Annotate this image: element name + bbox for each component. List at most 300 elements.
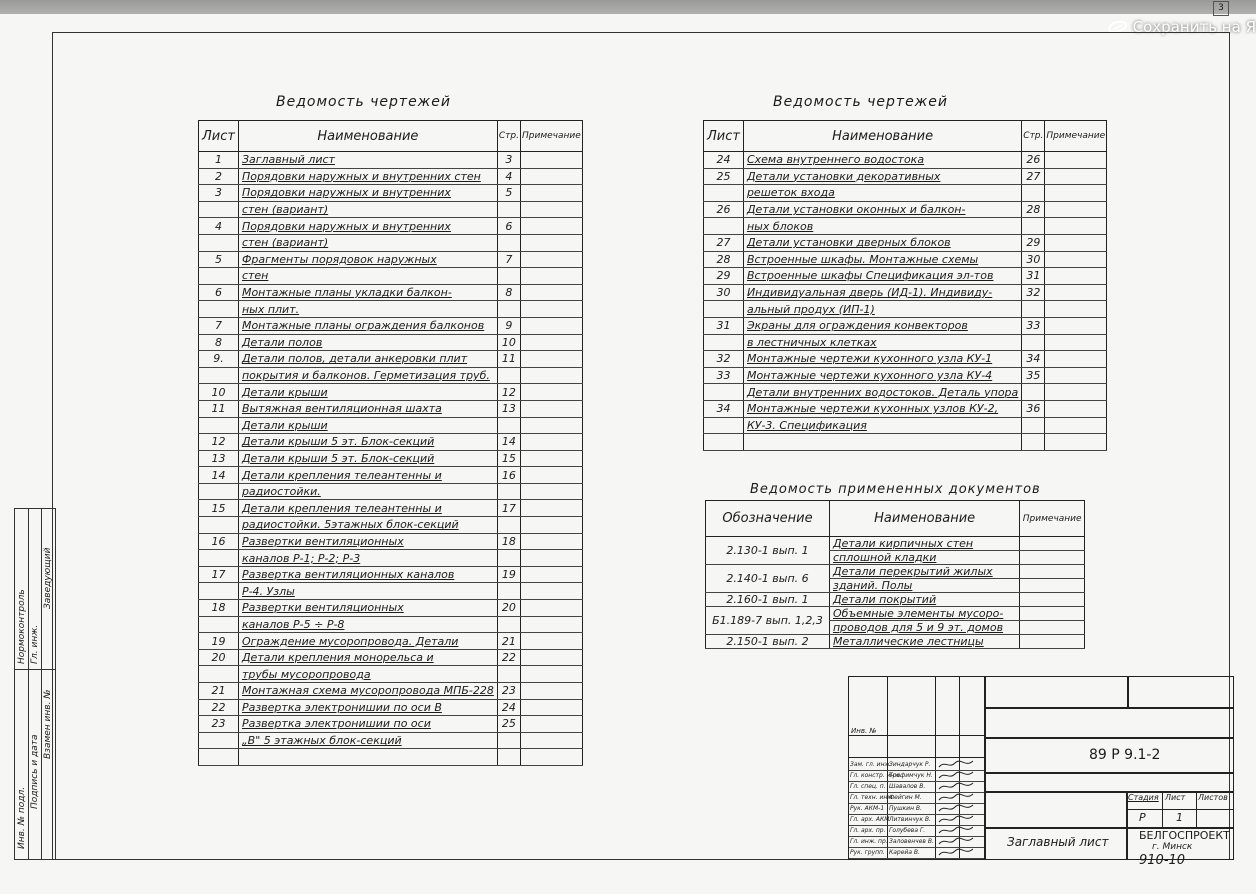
signature-icon: [937, 814, 977, 825]
page-number: 10: [497, 334, 520, 351]
note: [1045, 218, 1107, 235]
table-row: [199, 251, 583, 268]
note: [1045, 168, 1107, 185]
page-number: [497, 268, 520, 285]
table-row: [199, 500, 583, 517]
note: [520, 649, 582, 666]
drawing-name: Детали полов, детали анкеровки плит: [238, 351, 497, 368]
right-table-title: Ведомость чертежей: [773, 94, 949, 110]
note: [1045, 367, 1107, 384]
table-row: [199, 417, 583, 434]
table-row: [199, 351, 583, 368]
sheet-value: 1: [1176, 811, 1183, 824]
page-number: 33: [1022, 317, 1045, 334]
note: [520, 400, 582, 417]
document-code: 2.130-1 вып. 1: [706, 537, 830, 565]
stage-label: Стадия: [1128, 793, 1159, 802]
page-number: [1022, 301, 1045, 318]
head-label: Заведующий: [43, 547, 53, 609]
city: г. Минск: [1152, 842, 1193, 852]
page-number: [497, 550, 520, 567]
sheet-number: 4: [199, 218, 239, 235]
column-header: Примечание: [520, 121, 582, 152]
drawing-name: Р-4. Узлы: [238, 583, 497, 600]
table-row: [704, 284, 1107, 301]
table-row: [199, 367, 583, 384]
table-row: [704, 317, 1107, 334]
page-number: 5: [497, 185, 520, 202]
drawing-name: решеток входа: [743, 185, 1021, 202]
table-row: [199, 550, 583, 567]
note: [1045, 384, 1107, 401]
drawing-name: Детали установки дверных блоков: [743, 234, 1021, 251]
table-row: [199, 334, 583, 351]
page-number: 13: [497, 400, 520, 417]
drawing-name: Встроенные шкафы. Монтажные схемы: [743, 251, 1021, 268]
page-number: 6: [497, 218, 520, 235]
sheet-number: [199, 583, 239, 600]
drawing-name: стен (вариант): [238, 201, 497, 218]
signer-name: Зиндарчук Р.: [889, 761, 931, 768]
signer-role: Гл. спец. п.: [850, 783, 886, 790]
drawing-name: Вытяжная вентиляционная шахта: [238, 400, 497, 417]
note: [1045, 185, 1107, 202]
organization: БЕЛГОСПРОЕКТ: [1139, 829, 1230, 842]
sheet-number: 25: [704, 168, 744, 185]
note: [1045, 251, 1107, 268]
sheet-number: 32: [704, 351, 744, 368]
drawings-table-left: [198, 120, 583, 766]
sheet-number: 6: [199, 284, 239, 301]
sheet-number: [704, 301, 744, 318]
page-number: 29: [1022, 234, 1045, 251]
drawing-name: Порядовки наружных и внутренних стен: [238, 168, 497, 185]
table-row: [199, 533, 583, 550]
page-number: [1022, 185, 1045, 202]
sheet-number: [704, 434, 744, 451]
column-header: Обозначение: [706, 501, 830, 537]
sheet-number: [704, 218, 744, 235]
drawing-name: в лестничных клетках: [743, 334, 1021, 351]
signer-name: Шавалов В.: [889, 783, 926, 790]
sheet-number: 2: [199, 168, 239, 185]
signature-icon: [937, 825, 977, 836]
signer-name: Заловенчев В.: [889, 838, 934, 845]
signer-role: Рук. групп.: [850, 849, 885, 856]
note: [520, 384, 582, 401]
sheet-number: [704, 384, 744, 401]
drawing-name: Детали крыши: [238, 417, 497, 434]
signer-name: Трофимчук Н.: [889, 772, 933, 779]
sheet-number: 8: [199, 334, 239, 351]
drawing-name: стен: [238, 268, 497, 285]
drawings-table-right: [703, 120, 1107, 451]
drawing-name: Фрагменты порядовок наружных: [238, 251, 497, 268]
note: [1045, 284, 1107, 301]
sheet-number: 12: [199, 434, 239, 451]
column-header: Лист: [199, 121, 239, 152]
drawing-name: Экраны для ограждения конвекторов: [743, 317, 1021, 334]
table-row: [199, 483, 583, 500]
save-button-label: Сохранить на Я: [1132, 18, 1256, 36]
column-header: Стр.: [497, 121, 520, 152]
document-name: проводов для 5 и 9 эт. домов: [829, 621, 1019, 635]
note: [1045, 434, 1107, 451]
replaced-inv-label: Взамен инв. №: [43, 689, 53, 759]
page-number: 32: [1022, 284, 1045, 301]
table-row: [706, 607, 1085, 621]
drawing-name: Детали крыши 5 эт. Блок-секций: [238, 450, 497, 467]
sheet-number: [199, 749, 239, 766]
drawing-name: покрытия и балконов. Герметизация труб.: [238, 367, 497, 384]
signer-name: Пушкин В.: [889, 805, 922, 812]
note: [520, 417, 582, 434]
table-row: [704, 268, 1107, 285]
page-number: [1022, 334, 1045, 351]
drawing-name: Детали крепления монорельса и: [238, 649, 497, 666]
page-number: 26: [1022, 152, 1045, 169]
sheet-number: 23: [199, 716, 239, 733]
note: [520, 334, 582, 351]
note: [1020, 565, 1085, 579]
note: [1020, 579, 1085, 593]
sheet-number: 3: [199, 185, 239, 202]
stage-value: Р: [1139, 811, 1146, 824]
table-row: [199, 732, 583, 749]
page-number: 25: [497, 716, 520, 733]
drawing-name: каналов Р-1; Р-2; Р-3: [238, 550, 497, 567]
note: [520, 268, 582, 285]
applied-documents-table: [705, 500, 1085, 649]
drawing-name: ных плит.: [238, 301, 497, 318]
document-name: Детали перекрытий жилых: [829, 565, 1019, 579]
sheet-number: 11: [199, 400, 239, 417]
table-row: [199, 517, 583, 534]
sheet-name: Заглавный лист: [1007, 835, 1109, 849]
page-number: 34: [1022, 351, 1045, 368]
note: [520, 500, 582, 517]
signature-icon: [937, 836, 977, 847]
note: [1045, 152, 1107, 169]
sheet-number: 19: [199, 633, 239, 650]
table-row: [704, 434, 1107, 451]
table-row: [704, 185, 1107, 202]
sheet-number: 18: [199, 600, 239, 617]
note: [520, 616, 582, 633]
signer-role: Гл. инж. пр.: [850, 838, 888, 845]
drawing-name: Встроенные шкафы Спецификация эл-тов: [743, 268, 1021, 285]
drawing-name: „В" 5 этажных блок-секций: [238, 732, 497, 749]
drawing-name: Порядовки наружных и внутренних: [238, 185, 497, 202]
sheet-number: 27: [704, 234, 744, 251]
sheet-number: [199, 268, 239, 285]
signer-name: Фейгин М.: [889, 794, 922, 801]
page-number: 3: [497, 152, 520, 169]
sheet-number: 31: [704, 317, 744, 334]
page-number: 17: [497, 500, 520, 517]
drawing-name: радиостойки.: [238, 483, 497, 500]
table-row: [704, 351, 1107, 368]
page-number: 21: [497, 633, 520, 650]
sheet-number: 14: [199, 467, 239, 484]
page-number: 7: [497, 251, 520, 268]
note: [520, 666, 582, 683]
note: [520, 317, 582, 334]
signature-icon: [937, 759, 977, 770]
signature-icon: [937, 803, 977, 814]
note: [520, 600, 582, 617]
document-name: Детали покрытий: [829, 593, 1019, 607]
table-row: [704, 234, 1107, 251]
document-name: Металлические лестницы: [829, 635, 1019, 649]
table-row: [199, 218, 583, 235]
inv-number-label: Инв. №: [851, 727, 877, 735]
document-code: 2.160-1 вып. 1: [706, 593, 830, 607]
drawing-name: каналов Р-5 ÷ Р-8: [238, 616, 497, 633]
note: [1020, 635, 1085, 649]
sheet-number: [199, 234, 239, 251]
sheet-label: Лист: [1165, 793, 1186, 802]
page-number: [497, 301, 520, 318]
header-row: [704, 121, 1107, 152]
sheets-label: Листов: [1198, 793, 1228, 802]
signer-role: Гл. констр. инж.: [850, 772, 902, 779]
drawing-name: [238, 749, 497, 766]
table-row: [199, 284, 583, 301]
table-row: [199, 716, 583, 733]
drawing-name: Детали крепления телеантенны и: [238, 500, 497, 517]
drawing-name: Монтажная схема мусоропровода МПБ-228: [238, 683, 497, 700]
page-number: 19: [497, 566, 520, 583]
page-number: 12: [497, 384, 520, 401]
table-row: [199, 699, 583, 716]
document-code: Б1.189-7 вып. 1,2,3: [706, 607, 830, 635]
page-number: [497, 483, 520, 500]
note: [520, 168, 582, 185]
note: [1045, 400, 1107, 417]
page-number: 8: [497, 284, 520, 301]
sheet-number: [199, 417, 239, 434]
drawing-name: Развертки вентиляционных: [238, 600, 497, 617]
document-code: 89 Р 9.1-2: [1089, 747, 1161, 763]
note: [520, 550, 582, 567]
table-row: [199, 201, 583, 218]
sheet-number: 13: [199, 450, 239, 467]
sheet-number: 5: [199, 251, 239, 268]
signature-icon: [937, 770, 977, 781]
sheet-number: 28: [704, 251, 744, 268]
page-number: 11: [497, 351, 520, 368]
drawing-name: радиостойки. 5этажных блок-секций: [238, 517, 497, 534]
signer-role: Гл. арх. пр.: [850, 827, 886, 834]
note: [520, 450, 582, 467]
sheet-number: [199, 732, 239, 749]
note: [520, 351, 582, 368]
table-row: [199, 749, 583, 766]
page-number: 28: [1022, 201, 1045, 218]
sheet-number: 22: [199, 699, 239, 716]
page-number: 15: [497, 450, 520, 467]
note: [520, 749, 582, 766]
sheet-number: 24: [704, 152, 744, 169]
margin-stamp: [14, 508, 56, 860]
sheet-number: 17: [199, 566, 239, 583]
page-number: [497, 616, 520, 633]
corner-mark: 3: [1213, 1, 1229, 16]
sheet-number: 7: [199, 317, 239, 334]
page-number: [497, 517, 520, 534]
page-number: 36: [1022, 400, 1045, 417]
note: [520, 517, 582, 534]
note: [520, 284, 582, 301]
table-row: [199, 583, 583, 600]
table-row: [199, 301, 583, 318]
table-row: [199, 633, 583, 650]
table-row: [199, 400, 583, 417]
note: [1045, 201, 1107, 218]
table-row: [199, 434, 583, 451]
sheet-number: 33: [704, 367, 744, 384]
table-row: [199, 185, 583, 202]
table-row: [199, 234, 583, 251]
document-name: зданий. Полы: [829, 579, 1019, 593]
drawing-name: Монтажные планы укладки балкон-: [238, 284, 497, 301]
table-row: [704, 218, 1107, 235]
page-number: 22: [497, 649, 520, 666]
note: [520, 633, 582, 650]
header-row: [199, 121, 583, 152]
drawing-name: Детали крыши: [238, 384, 497, 401]
drawing-name: Развертки вентиляционных: [238, 533, 497, 550]
page-number: 35: [1022, 367, 1045, 384]
page-number: 20: [497, 600, 520, 617]
note: [520, 434, 582, 451]
drawing-name: Схема внутреннего водостока: [743, 152, 1021, 169]
note: [1020, 621, 1085, 635]
sheet-number: [199, 301, 239, 318]
signature-icon: [937, 847, 977, 858]
signature-icon: [937, 792, 977, 803]
page-number: [1022, 384, 1045, 401]
sheet-number: 1: [199, 152, 239, 169]
note: [520, 301, 582, 318]
note: [520, 185, 582, 202]
column-header: Наименование: [829, 501, 1019, 537]
signer-role: Гл. техн. инж.: [850, 794, 895, 801]
page-number: 18: [497, 533, 520, 550]
chief-engineer-label: Гл. инж.: [30, 624, 40, 664]
sheet-number: 34: [704, 400, 744, 417]
note: [520, 467, 582, 484]
drawing-name: Детали установки оконных и балкон-: [743, 201, 1021, 218]
page-number: [497, 201, 520, 218]
document-name: Объемные элементы мусоро-: [829, 607, 1019, 621]
page-number: [497, 234, 520, 251]
sign-date-label: Подпись и дата: [30, 734, 40, 809]
signer-row: [849, 847, 984, 859]
note: [520, 483, 582, 500]
sheet-number: [704, 185, 744, 202]
table-row: [199, 168, 583, 185]
column-header: Стр.: [1022, 121, 1045, 152]
drawing-name: Монтажные чертежи кухонного узла КУ-4: [743, 367, 1021, 384]
sheet-number: [199, 666, 239, 683]
note: [1020, 607, 1085, 621]
archive-number: 910-10: [1139, 853, 1186, 868]
note: [520, 583, 582, 600]
note: [520, 732, 582, 749]
note: [1045, 234, 1107, 251]
table-row: [704, 384, 1107, 401]
note: [1020, 537, 1085, 551]
note: [520, 716, 582, 733]
note: [520, 699, 582, 716]
document-name: сплошной кладки: [829, 551, 1019, 565]
drawing-name: Монтажные чертежи кухонного узла КУ-1: [743, 351, 1021, 368]
drawing-name: Порядовки наружных и внутренних: [238, 218, 497, 235]
page-number: 16: [497, 467, 520, 484]
column-header: Наименование: [743, 121, 1021, 152]
sheet-number: 21: [199, 683, 239, 700]
signer-role: Гл. арх. АКМ: [850, 816, 890, 823]
signature-icon: [937, 781, 977, 792]
table-row: [199, 317, 583, 334]
note: [1045, 268, 1107, 285]
table-row: [704, 334, 1107, 351]
column-header: Примечание: [1020, 501, 1085, 537]
sheet-number: [199, 550, 239, 567]
normcontrol-label: Нормоконтроль: [17, 589, 27, 664]
table-row: [704, 201, 1107, 218]
signer-role: Рук. АКМ-1: [850, 805, 885, 812]
header-row: [706, 501, 1085, 537]
table-row: [199, 268, 583, 285]
left-table-title: Ведомость чертежей: [276, 94, 452, 110]
sheet-number: [704, 417, 744, 434]
table-row: [706, 593, 1085, 607]
drawing-name: Развертка электронишии по оси В: [238, 699, 497, 716]
inv-original-label: Инв. № подл.: [17, 786, 27, 849]
drawing-name: ных блоков: [743, 218, 1021, 235]
note: [520, 683, 582, 700]
page-number: [497, 367, 520, 384]
sheet-number: 16: [199, 533, 239, 550]
table-row: [199, 666, 583, 683]
drawing-name: Заглавный лист: [238, 152, 497, 169]
drawing-name: Развертка вентиляционных каналов: [238, 566, 497, 583]
table-row: [704, 168, 1107, 185]
page-number: [497, 583, 520, 600]
drawing-name: Индивидуальная дверь (ИД-1). Индивиду-: [743, 284, 1021, 301]
sheet-number: [199, 367, 239, 384]
page-number: 9: [497, 317, 520, 334]
column-header: Наименование: [238, 121, 497, 152]
page-number: 4: [497, 168, 520, 185]
note: [1045, 351, 1107, 368]
sheet-number: [199, 616, 239, 633]
title-block: [848, 676, 1234, 868]
sheet-number: 10: [199, 384, 239, 401]
page-number: [497, 749, 520, 766]
document-code: 2.140-1 вып. 6: [706, 565, 830, 593]
signer-name: Карейа В.: [889, 849, 920, 856]
page-number: 24: [497, 699, 520, 716]
table-row: [199, 467, 583, 484]
sheet-number: 15: [199, 500, 239, 517]
drawing-name: Ограждение мусоропровода. Детали: [238, 633, 497, 650]
table-row: [199, 683, 583, 700]
drawing-name: трубы мусоропровода: [238, 666, 497, 683]
